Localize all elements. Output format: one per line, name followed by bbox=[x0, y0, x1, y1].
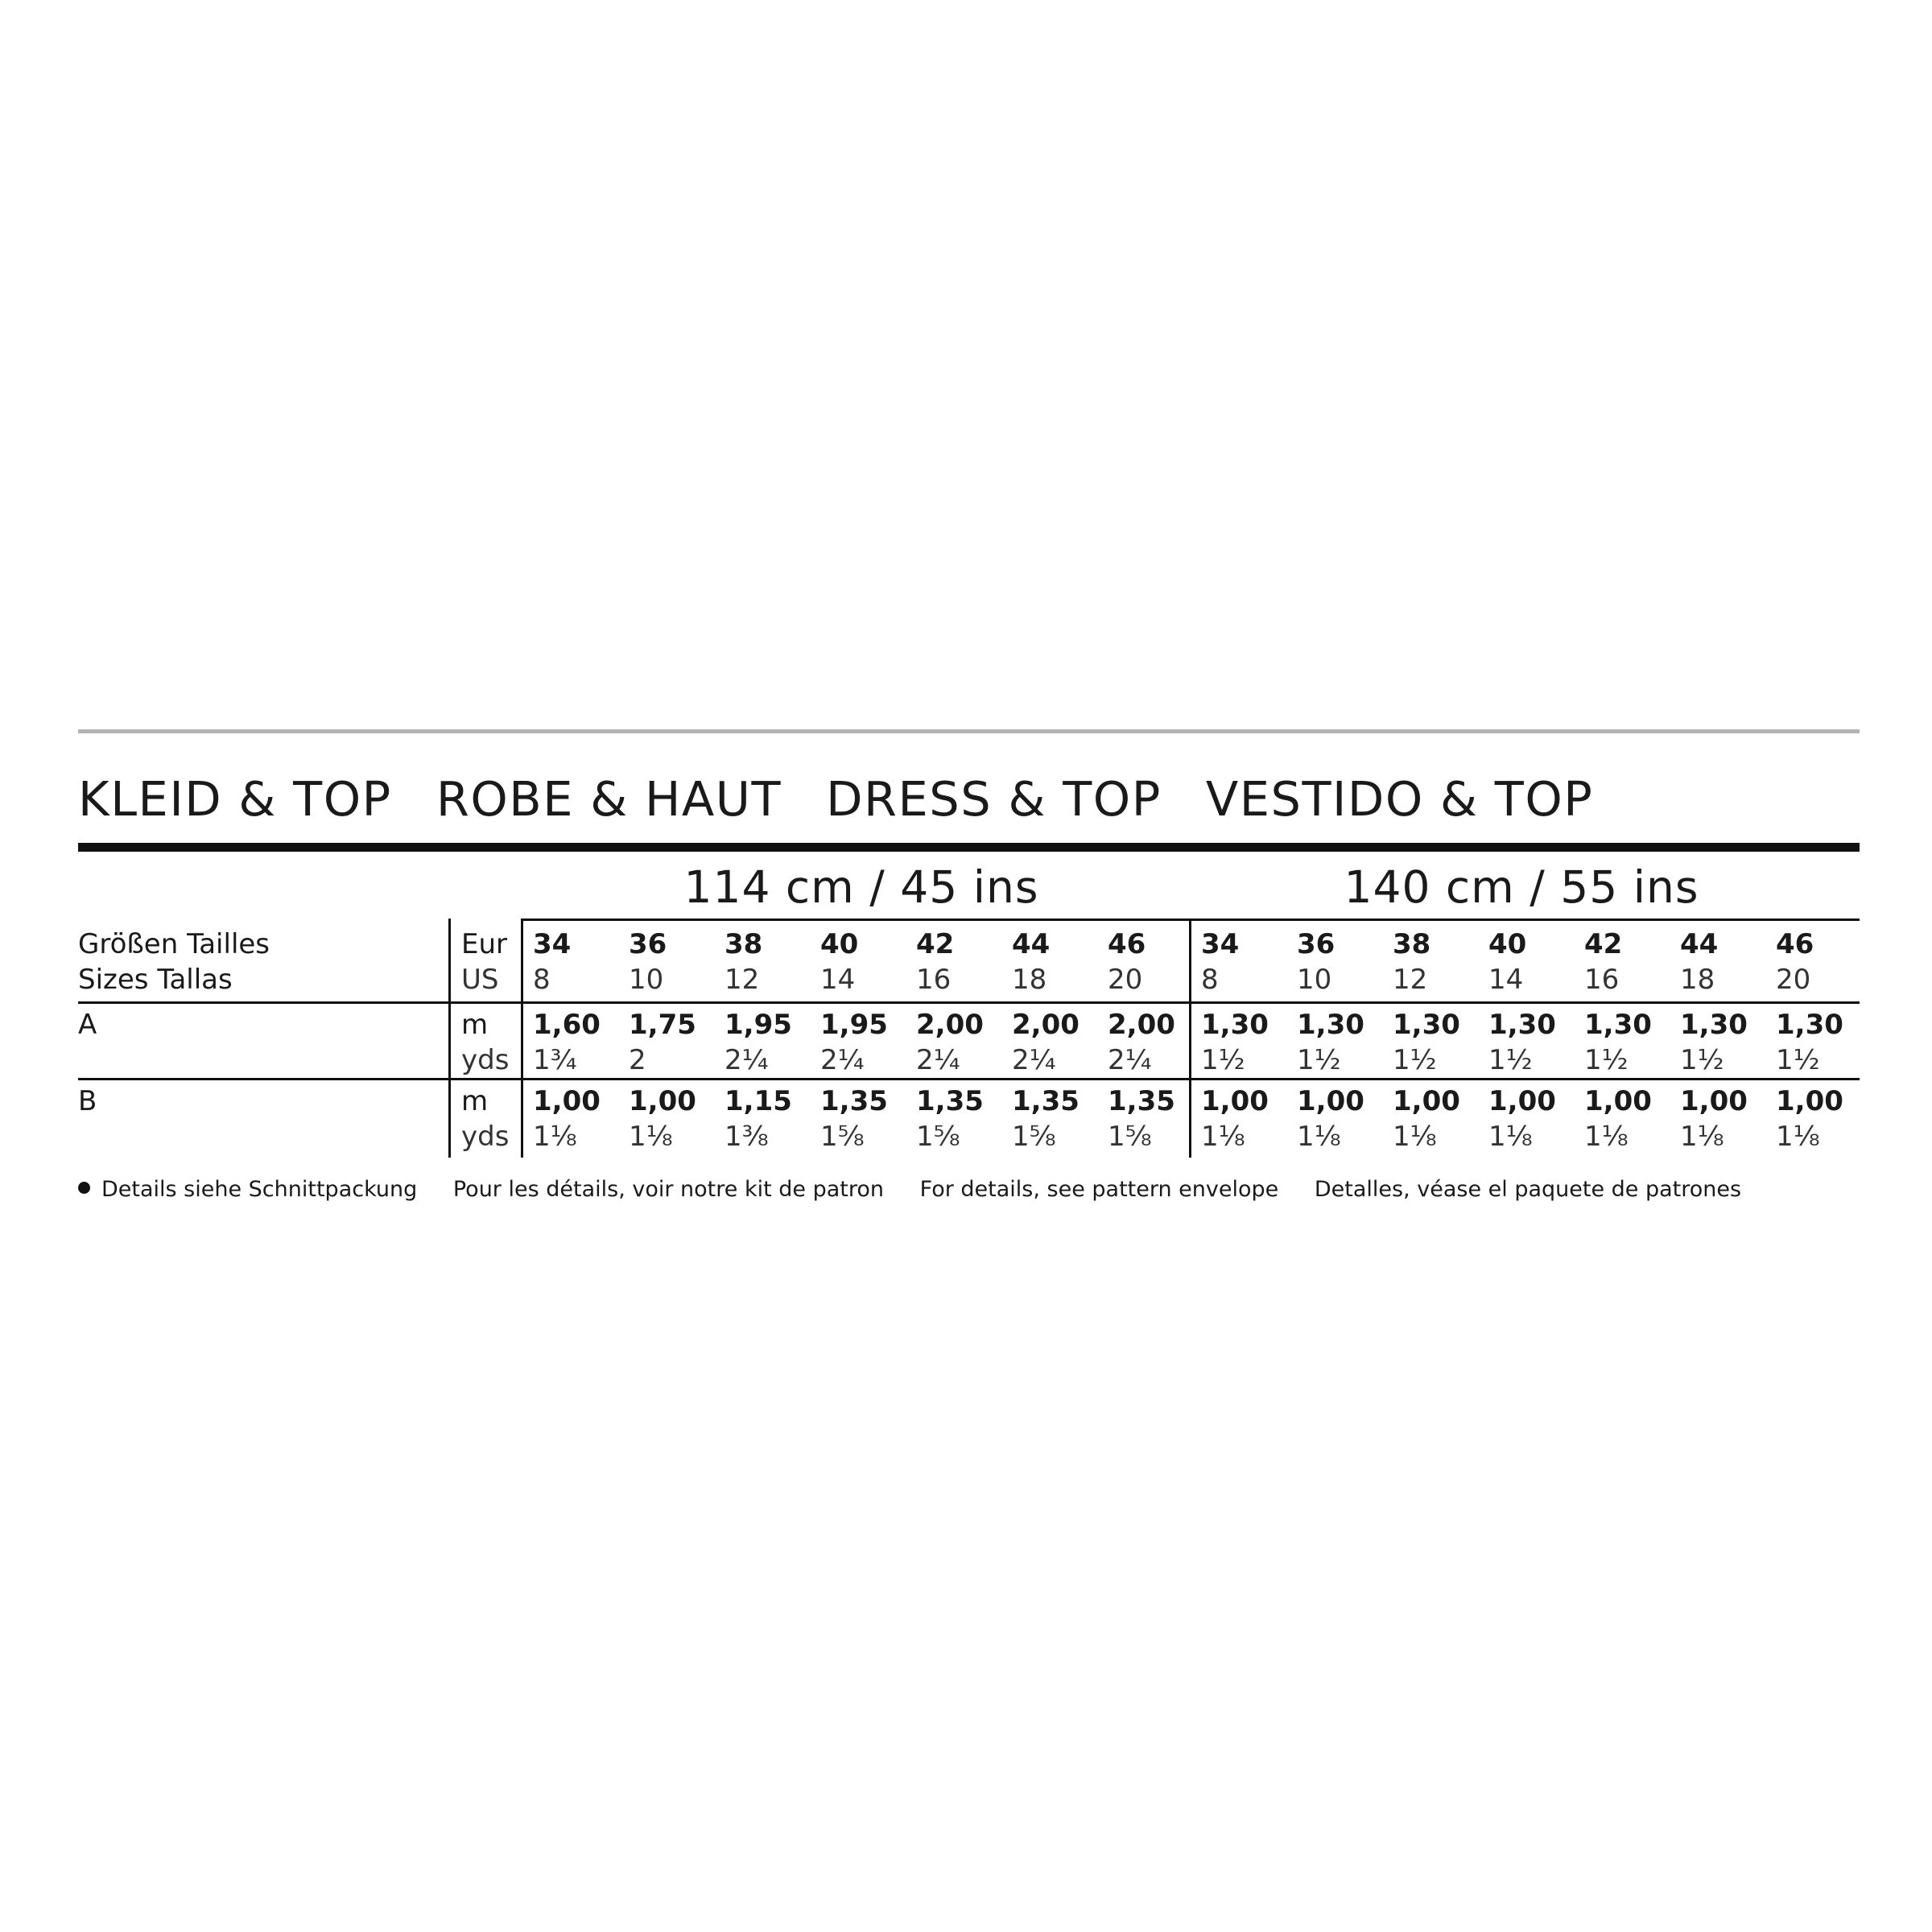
value-yds-140-row1-1: 1⅛ bbox=[1297, 1121, 1341, 1153]
unit-m-a: m bbox=[461, 1009, 489, 1041]
value-m-140-row0-3: 1,30 bbox=[1488, 1009, 1556, 1041]
size-us-140-5: 18 bbox=[1680, 964, 1715, 996]
value-yds-114-row1-3: 1⅝ bbox=[820, 1121, 865, 1153]
value-m-114-row0-4: 2,00 bbox=[916, 1009, 984, 1041]
value-yds-114-row0-3: 2¼ bbox=[820, 1044, 865, 1076]
size-system-us: US bbox=[461, 964, 499, 996]
row-rule-sizes bbox=[78, 1001, 1860, 1004]
value-m-114-row0-1: 1,75 bbox=[629, 1009, 696, 1041]
value-yds-140-row0-0: 1½ bbox=[1201, 1044, 1245, 1076]
size-eur-140-4: 42 bbox=[1584, 928, 1623, 960]
size-us-114-0: 8 bbox=[533, 964, 551, 996]
value-m-140-row1-0: 1,00 bbox=[1201, 1085, 1269, 1117]
value-m-114-row1-2: 1,15 bbox=[724, 1085, 792, 1117]
value-yds-114-row0-2: 2¼ bbox=[724, 1044, 769, 1076]
size-us-114-3: 14 bbox=[820, 964, 856, 996]
value-yds-140-row0-5: 1½ bbox=[1680, 1044, 1724, 1076]
unit-m-b: m bbox=[461, 1085, 489, 1117]
top-divider bbox=[78, 729, 1860, 733]
size-eur-114-1: 36 bbox=[629, 928, 667, 960]
title-en: DRESS & TOP bbox=[826, 771, 1162, 827]
size-us-140-1: 10 bbox=[1297, 964, 1332, 996]
footer-note-en: For details, see pattern envelope bbox=[919, 1177, 1279, 1202]
size-eur-114-4: 42 bbox=[916, 928, 955, 960]
size-us-140-0: 8 bbox=[1201, 964, 1219, 996]
value-m-114-row1-1: 1,00 bbox=[629, 1085, 696, 1117]
value-m-140-row1-6: 1,00 bbox=[1776, 1085, 1843, 1117]
width-divider bbox=[1189, 919, 1191, 1158]
value-m-140-row0-6: 1,30 bbox=[1776, 1009, 1843, 1041]
footer-note-fr: Pour les détails, voir notre kit de patron bbox=[452, 1177, 885, 1202]
value-m-114-row1-3: 1,35 bbox=[820, 1085, 888, 1117]
label-divider bbox=[448, 919, 451, 1158]
value-yds-140-row1-6: 1⅛ bbox=[1776, 1121, 1820, 1153]
value-m-140-row0-0: 1,30 bbox=[1201, 1009, 1269, 1041]
size-eur-140-0: 34 bbox=[1201, 928, 1240, 960]
size-us-140-2: 12 bbox=[1393, 964, 1428, 996]
value-yds-140-row1-3: 1⅛ bbox=[1488, 1121, 1533, 1153]
value-yds-140-row0-2: 1½ bbox=[1393, 1044, 1437, 1076]
width-header-140: 140 cm / 55 ins bbox=[1344, 861, 1699, 913]
title-de: KLEID & TOP bbox=[78, 771, 392, 827]
size-eur-114-3: 40 bbox=[820, 928, 859, 960]
value-m-114-row0-6: 2,00 bbox=[1108, 1009, 1175, 1041]
size-label-line1: Größen Tailles bbox=[78, 928, 270, 960]
size-eur-114-2: 38 bbox=[724, 928, 763, 960]
value-m-140-row1-1: 1,00 bbox=[1297, 1085, 1364, 1117]
value-yds-114-row0-5: 2¼ bbox=[1012, 1044, 1056, 1076]
value-m-114-row1-6: 1,35 bbox=[1108, 1085, 1175, 1117]
title-underline bbox=[78, 843, 1860, 852]
size-eur-140-2: 38 bbox=[1393, 928, 1431, 960]
value-m-140-row0-4: 1,30 bbox=[1584, 1009, 1652, 1041]
footer-note-de: Details siehe Schnittpackung bbox=[101, 1177, 418, 1202]
size-us-114-4: 16 bbox=[916, 964, 952, 996]
value-yds-140-row0-4: 1½ bbox=[1584, 1044, 1629, 1076]
size-us-114-5: 18 bbox=[1012, 964, 1047, 996]
size-eur-114-6: 46 bbox=[1108, 928, 1146, 960]
row-rule-a bbox=[78, 1078, 1860, 1080]
value-m-140-row0-2: 1,30 bbox=[1393, 1009, 1460, 1041]
value-yds-140-row1-5: 1⅛ bbox=[1680, 1121, 1724, 1153]
title-fr: ROBE & HAUT bbox=[436, 771, 782, 827]
value-m-114-row1-4: 1,35 bbox=[916, 1085, 984, 1117]
value-yds-140-row0-6: 1½ bbox=[1776, 1044, 1820, 1076]
value-yds-114-row0-6: 2¼ bbox=[1108, 1044, 1152, 1076]
value-yds-140-row1-0: 1⅛ bbox=[1201, 1121, 1245, 1153]
size-us-114-2: 12 bbox=[724, 964, 760, 996]
width-header-114: 114 cm / 45 ins bbox=[683, 861, 1039, 913]
value-yds-114-row1-0: 1⅛ bbox=[533, 1121, 577, 1153]
size-us-140-4: 16 bbox=[1584, 964, 1620, 996]
value-yds-114-row1-1: 1⅛ bbox=[629, 1121, 673, 1153]
value-yds-114-row1-5: 1⅝ bbox=[1012, 1121, 1056, 1153]
value-m-140-row0-5: 1,30 bbox=[1680, 1009, 1748, 1041]
footer-notes bbox=[78, 1177, 1770, 1202]
size-eur-114-0: 34 bbox=[533, 928, 572, 960]
unit-yds-a: yds bbox=[461, 1044, 510, 1076]
value-yds-114-row1-2: 1⅜ bbox=[724, 1121, 769, 1153]
size-us-114-1: 10 bbox=[629, 964, 664, 996]
value-yds-140-row0-3: 1½ bbox=[1488, 1044, 1533, 1076]
size-us-140-6: 20 bbox=[1776, 964, 1811, 996]
value-m-114-row1-5: 1,35 bbox=[1012, 1085, 1080, 1117]
bullet-icon bbox=[78, 1182, 90, 1194]
value-m-140-row1-3: 1,00 bbox=[1488, 1085, 1556, 1117]
value-yds-114-row1-6: 1⅝ bbox=[1108, 1121, 1152, 1153]
size-us-140-3: 14 bbox=[1488, 964, 1524, 996]
value-m-114-row0-2: 1,95 bbox=[724, 1009, 792, 1041]
value-yds-114-row0-4: 2¼ bbox=[916, 1044, 960, 1076]
size-eur-140-3: 40 bbox=[1488, 928, 1527, 960]
value-yds-140-row1-2: 1⅛ bbox=[1393, 1121, 1437, 1153]
value-yds-114-row0-1: 2 bbox=[629, 1044, 646, 1076]
size-system-eur: Eur bbox=[461, 928, 508, 960]
value-m-114-row0-5: 2,00 bbox=[1012, 1009, 1080, 1041]
size-eur-140-1: 36 bbox=[1297, 928, 1335, 960]
size-eur-140-6: 46 bbox=[1776, 928, 1814, 960]
size-eur-114-5: 44 bbox=[1012, 928, 1051, 960]
value-m-114-row1-0: 1,00 bbox=[533, 1085, 601, 1117]
unit-divider bbox=[521, 919, 523, 1158]
title-row bbox=[78, 771, 1633, 828]
value-m-114-row0-3: 1,95 bbox=[820, 1009, 888, 1041]
size-us-114-6: 20 bbox=[1108, 964, 1143, 996]
value-m-114-row0-0: 1,60 bbox=[533, 1009, 601, 1041]
value-yds-114-row0-0: 1¾ bbox=[533, 1044, 577, 1076]
title-es: VESTIDO & TOP bbox=[1205, 771, 1594, 827]
value-m-140-row1-2: 1,00 bbox=[1393, 1085, 1460, 1117]
value-yds-140-row0-1: 1½ bbox=[1297, 1044, 1341, 1076]
value-m-140-row1-4: 1,00 bbox=[1584, 1085, 1652, 1117]
row-label-a: A bbox=[78, 1009, 97, 1041]
value-yds-140-row1-4: 1⅛ bbox=[1584, 1121, 1629, 1153]
value-yds-114-row1-4: 1⅝ bbox=[916, 1121, 960, 1153]
unit-yds-b: yds bbox=[461, 1121, 510, 1153]
value-m-140-row0-1: 1,30 bbox=[1297, 1009, 1364, 1041]
footer-note-es: Detalles, véase el paquete de patrones bbox=[1314, 1177, 1742, 1202]
value-m-140-row1-5: 1,00 bbox=[1680, 1085, 1748, 1117]
size-label-line2: Sizes Tallas bbox=[78, 964, 233, 996]
size-eur-140-5: 44 bbox=[1680, 928, 1719, 960]
row-label-b: B bbox=[78, 1085, 97, 1117]
